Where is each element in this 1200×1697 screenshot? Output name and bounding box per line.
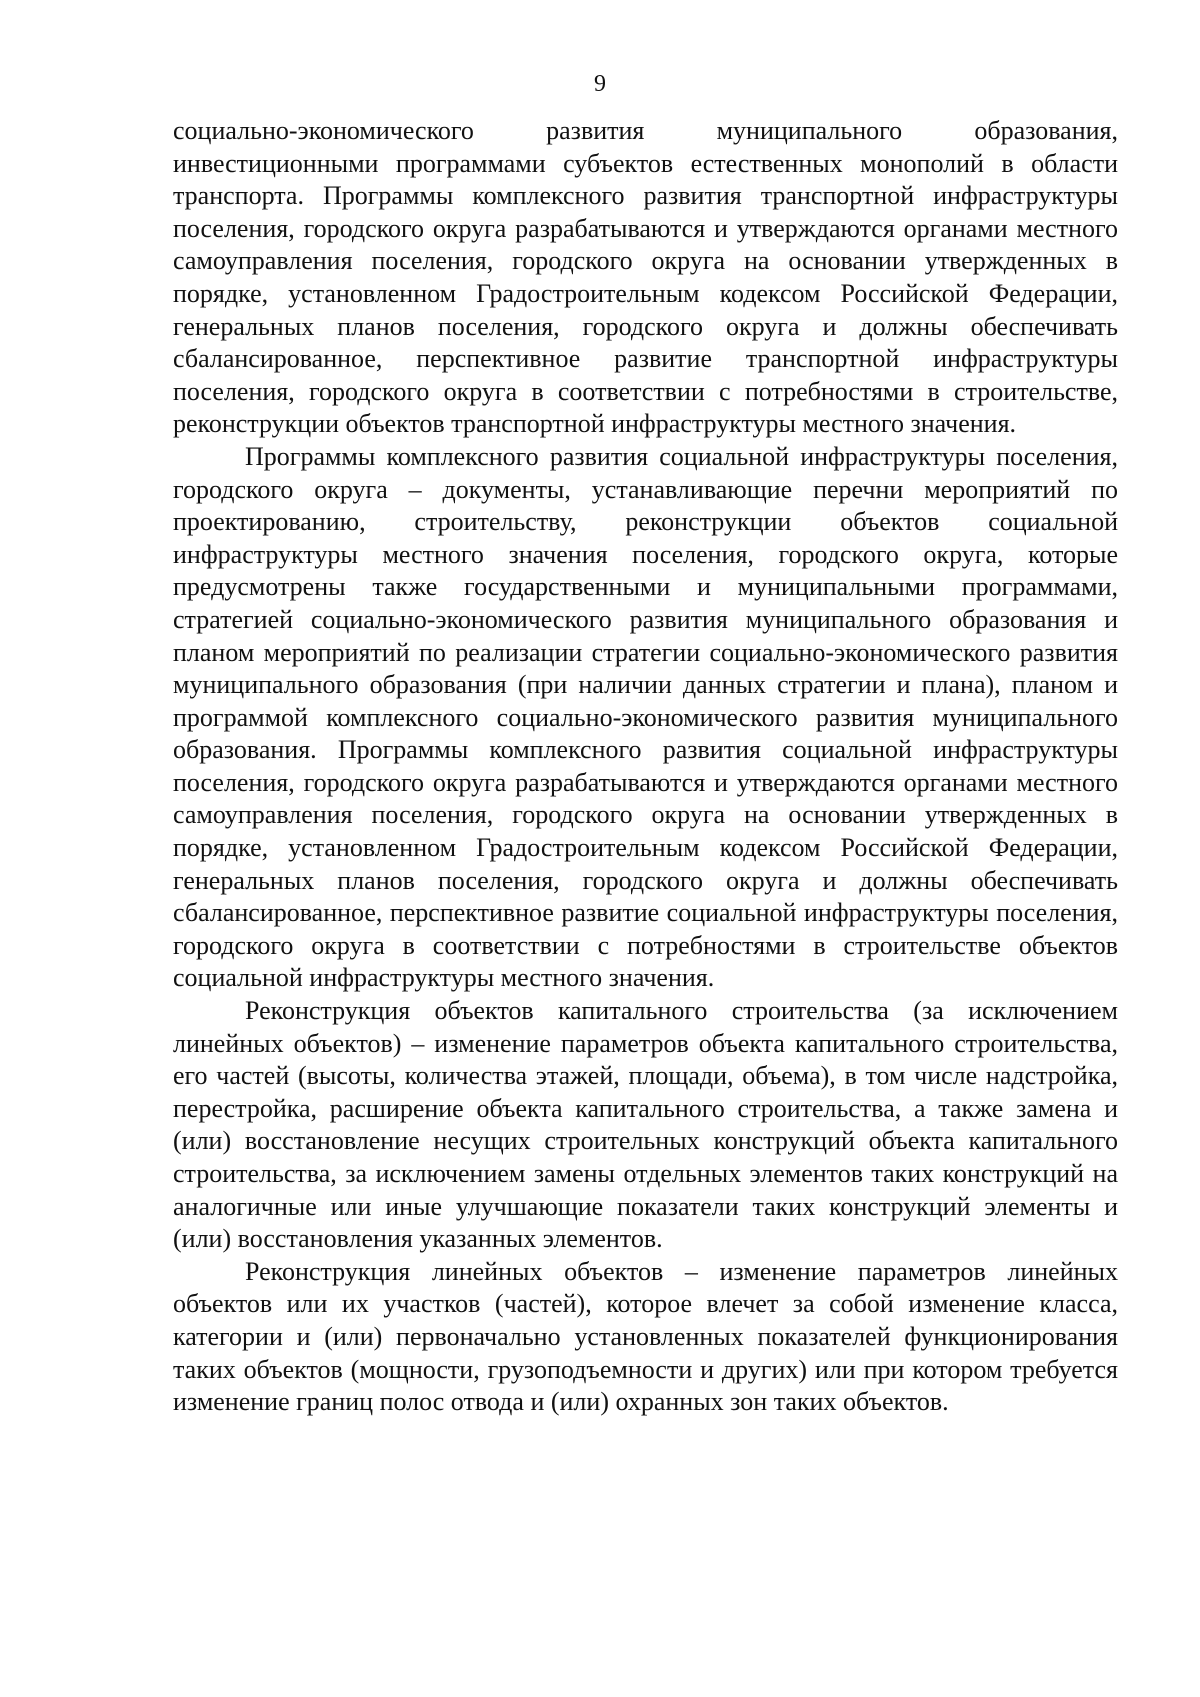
page-number: 9 — [594, 71, 606, 97]
paragraph-linear-objects-reconstruction: Реконструкция линейных объектов – изменение параметров линейных объектов или их участков (частей), которое влечет за собой изменение класса, категории и (или) первоначально установленных показателей функционирования таких объектов (мощности, грузоподъемности и других) или при котором требуется изменение границ полос отвода и (или) охранных зон таких объектов. — [173, 1256, 1118, 1417]
paragraph-transport-infrastructure-continued: социально-экономического развития муниципального образования, инвестиционными программами субъектов естественных монополий в области транспорта. Программы комплексного развития транспортной инфраструктуры поселения, городского округа разрабатываются и утверждаются органами местного самоуправления поселения, городского округа на основании утвержденных в порядке, установленном Градостроительным кодексом Российской Федерации, генеральных планов поселения, городского округа и должны обеспечивать сбалансированное, перспективное развитие транспортной инфраструктуры поселения, городского округа в соответствии с потребностями в строительстве, реконструкции объектов транспортной инфраструктуры местного значения. — [173, 116, 1118, 439]
paragraph-capital-construction-reconstruction: Реконструкция объектов капитального строительства (за исключением линейных объектов) – изменение параметров объекта капитального строительства, его частей (высоты, количества этажей, площади, объема), в том числе надстройка, перестройка, расширение объекта капитального строительства, а также замена и (или) восстановление несущих строительных конструкций объекта капитального строительства, за исключением замены отдельных элементов таких конструкций на аналогичные или иные улучшающие показатели таких конструкций элементы и (или) восстановления указанных элементов. — [173, 996, 1118, 1254]
document-body — [173, 115, 1118, 1419]
paragraph-social-infrastructure-programs: Программы комплексного развития социальной инфраструктуры поселения, городского округа – документы, устанавливающие перечни мероприятий по проектированию, строительству, реконструкции объектов социальной инфраструктуры местного значения поселения, городского округа, которые предусмотрены также государственными и муниципальными программами, стратегией социально-экономического развития муниципального образования и планом мероприятий по реализации стратегии социально-экономического развития муниципального образования (при наличии данных стратегии и плана), планом и программой комплексного социально-экономического развития муниципального образования. Программы комплексного развития социальной инфраструктуры поселения, городского округа разрабатываются и утверждаются органами местного самоуправления поселения, городского округа на основании утвержденных в порядке, установленном Градостроительным кодексом Российской Федерации, генеральных планов поселения, городского округа и должны обеспечивать сбалансированное, перспективное развитие социальной инфраструктуры поселения, городского округа в соответствии с потребностями в строительстве объектов социальной инфраструктуры местного значения. — [173, 441, 1118, 993]
